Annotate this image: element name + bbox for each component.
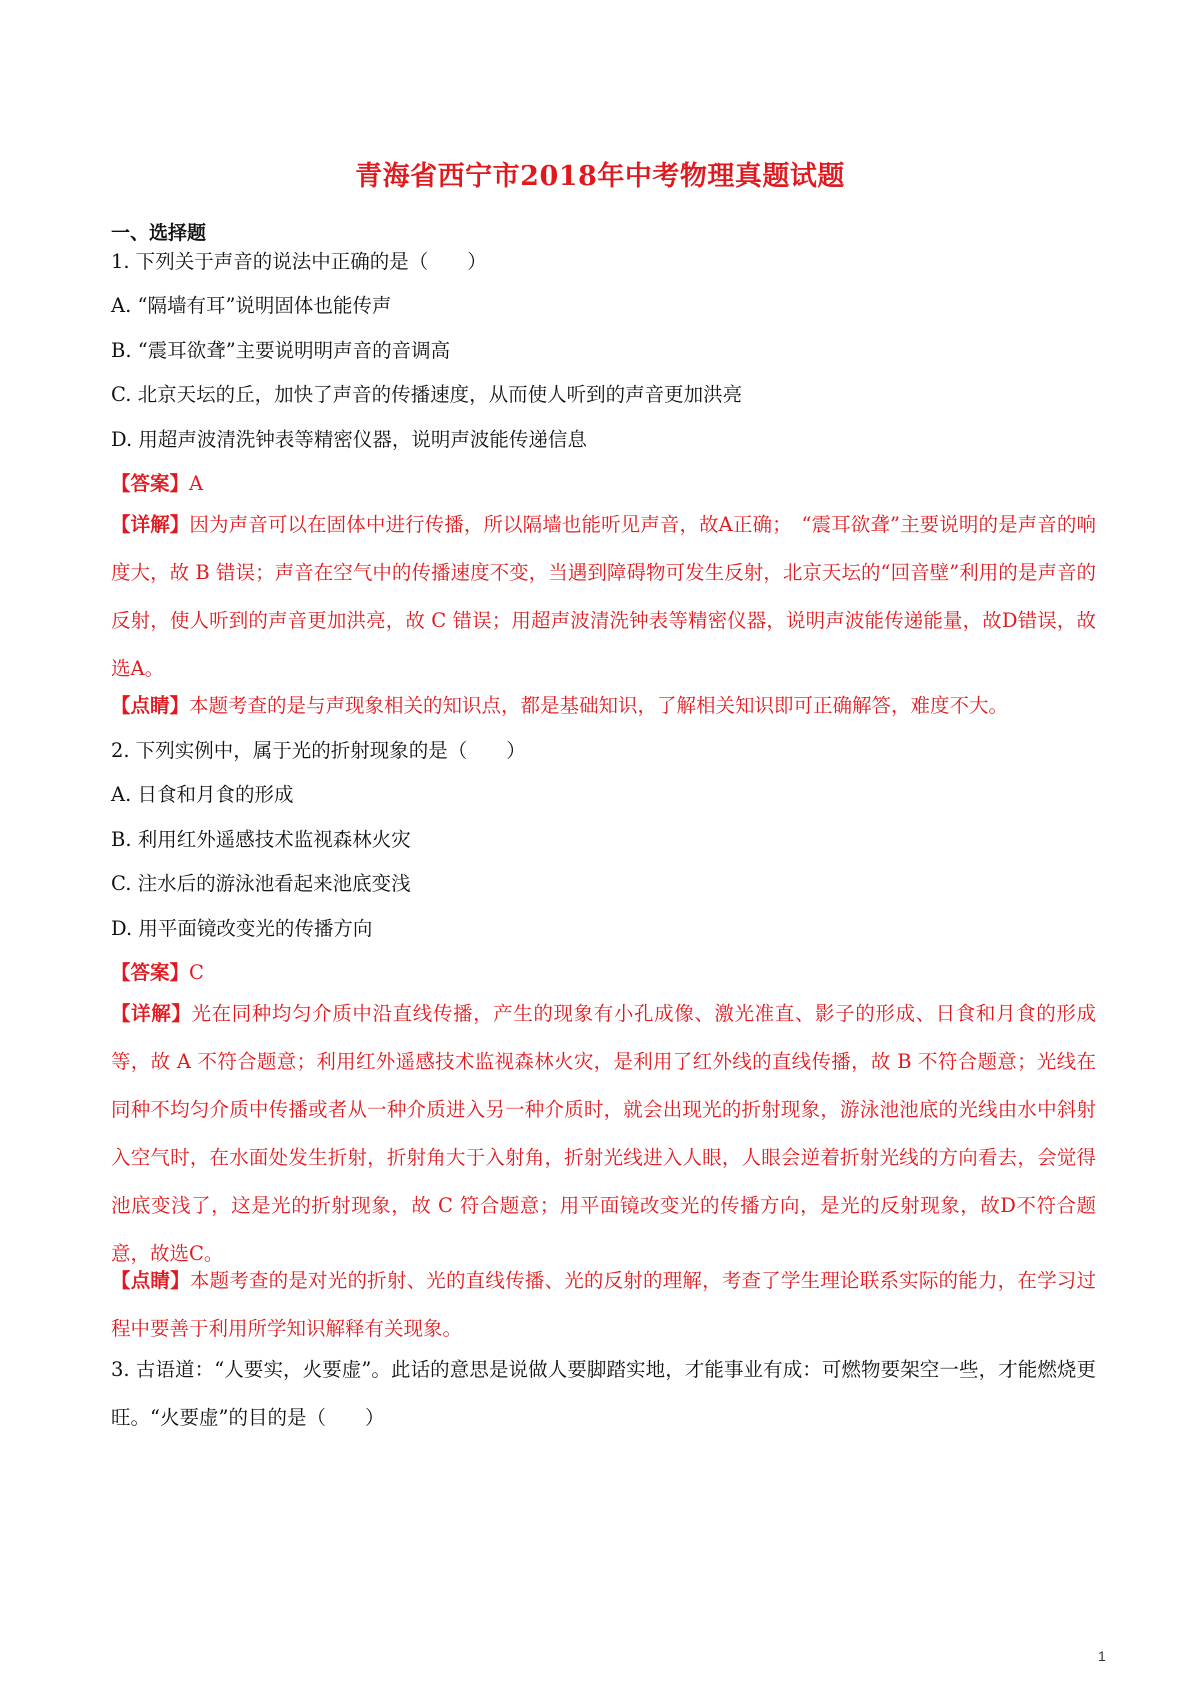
detail-text: 因为声音可以在固体中进行传播，所以隔墙也能听见声音，故A正确； “震耳欲聋”主要说明的是声音的响度大，故 B 错误；声音在空气中的传播速度不变，当遇到障碍物可发生反射，北京天坛的“回音壁”利用的是声音的反射，使人听到的声音更加洪亮，故 C 错误；用超声波清洗钟表等精密仪器，说明声波能传递能量，故D错误，故选A。: [111, 513, 1096, 680]
answer-tag: 【答案】: [111, 472, 190, 495]
question-2-option-a: A. 日食和月食的形成: [111, 783, 294, 806]
question-1-option-b: B. “震耳欲聋”主要说明明声音的音调高: [111, 339, 451, 362]
question-1-detail: [111, 501, 1096, 693]
question-1-option-c: C. 北京天坛的丘，加快了声音的传播速度，从而使人听到的声音更加洪亮: [111, 383, 743, 406]
detail-text: 光在同种均匀介质中沿直线传播，产生的现象有小孔成像、激光准直、影子的形成、日食和月食的形成等，故 A 不符合题意；利用红外遥感技术监视森林火灾，是利用了红外线的直线传播，故 B 不符合题意；光线在同种不均匀介质中传播或者从一种介质进入另一种介质时，就会出现光的折射现象，游泳池池底的光线由水中斜射入空气时，在水面处发生折射，折射角大于入射角，折射光线进入人眼，人眼会逆着折射光线的方向看去，会觉得池底变浅了，这是光的折射现象，故 C 符合题意；用平面镜改变光的传播方向，是光的反射现象，故D不符合题意，故选C。: [111, 1002, 1096, 1265]
detail-tag: 【详解】: [111, 513, 190, 536]
answer-tag: 【答案】: [111, 961, 190, 984]
question-2-option-b: B. 利用红外遥感技术监视森林火灾: [111, 828, 411, 851]
question-2-detail: [111, 990, 1096, 1278]
answer-value: A: [189, 472, 204, 495]
note-tag: 【点睛】: [111, 1269, 190, 1292]
question-1-answer: [111, 468, 203, 496]
question-1-option-a: A. “隔墙有耳”说明固体也能传声: [111, 294, 392, 317]
question-2-note: [111, 1257, 1096, 1353]
question-1-stem: 1. 下列关于声音的说法中正确的是（ ）: [111, 250, 487, 273]
question-2-answer: [111, 957, 204, 985]
question-2-stem: 2. 下列实例中，属于光的折射现象的是（ ）: [111, 739, 526, 762]
detail-tag: 【详解】: [111, 1002, 192, 1025]
question-3-stem: 3. 古语道：“人要实，火要虚”。此话的意思是说做人要脚踏实地，才能事业有成：可燃物要架空一些，才能燃烧更旺。“火要虚”的目的是（ ）: [111, 1358, 1096, 1429]
question-1-note: [111, 690, 1008, 718]
question-2-option-c: C. 注水后的游泳池看起来池底变浅: [111, 872, 411, 895]
note-tag: 【点睛】: [111, 694, 190, 717]
note-text: 本题考查的是与声现象相关的知识点，都是基础知识，了解相关知识即可正确解答，难度不大。: [189, 694, 1009, 717]
note-text: 本题考查的是对光的折射、光的直线传播、光的反射的理解，考查了学生理论联系实际的能力，在学习过程中要善于利用所学知识解释有关现象。: [111, 1269, 1096, 1340]
section-heading: 一、选择题: [111, 222, 207, 244]
question-2-option-d: D. 用平面镜改变光的传播方向: [111, 917, 373, 940]
answer-value: C: [189, 961, 204, 984]
document-title: 青海省西宁市2018年中考物理真题试题: [355, 161, 845, 192]
question-1-option-d: D. 用超声波清洗钟表等精密仪器，说明声波能传递信息: [111, 428, 587, 451]
page-number: 1: [1098, 1648, 1106, 1664]
